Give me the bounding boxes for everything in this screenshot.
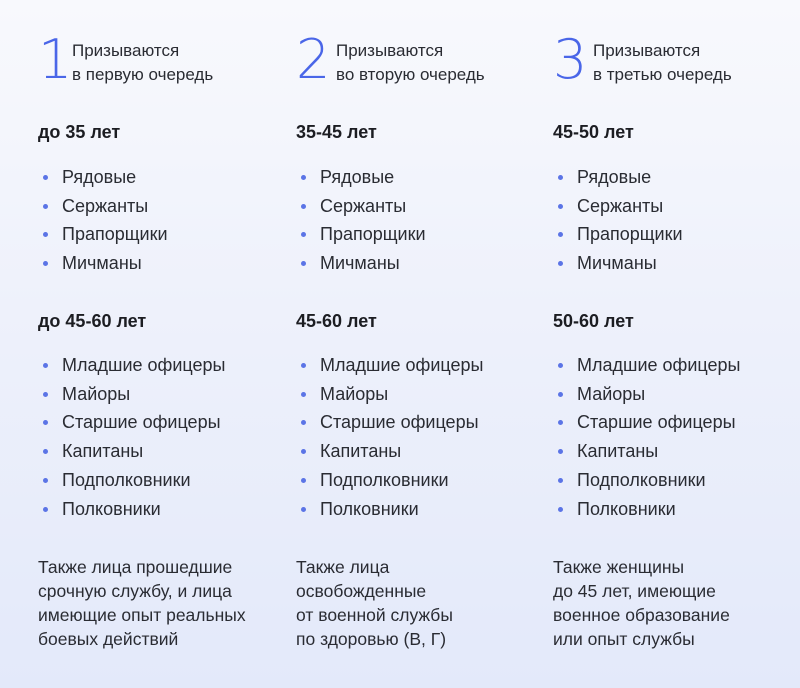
age-group-b-heading: до 45-60 лет [38,311,147,331]
ranks-list-a [38,163,168,278]
rank-item: Сержанты [553,192,683,221]
bullet-icon [301,420,306,425]
column-header [38,28,288,92]
age-group-b-heading: 45-60 лет [296,311,377,331]
age-group-a-heading: 35-45 лет [296,122,377,142]
column-first-priority [38,0,288,688]
rank-item: Рядовые [38,163,168,192]
age-group-a-heading: 45-50 лет [553,122,634,142]
bullet-icon [558,363,563,368]
rank-item: Полковники [296,495,483,524]
bullet-icon [43,449,48,454]
bullet-icon [43,478,48,483]
bullet-icon [43,392,48,397]
bullet-icon [43,507,48,512]
rank-item: Мичманы [553,249,683,278]
rank-item: Полковники [38,495,225,524]
bullet-icon [558,507,563,512]
rank-item: Прапорщики [296,220,426,249]
column-note: Также лица освобожденные от военной службы по здоровью (В, Г) [296,557,453,649]
bullet-icon [558,175,563,180]
rank-item: Младшие офицеры [553,351,740,380]
rank-item: Старшие офицеры [296,408,483,437]
rank-item: Рядовые [296,163,426,192]
bullet-icon [43,363,48,368]
ranks-list-a [296,163,426,278]
rank-item: Мичманы [38,249,168,278]
column-note: Также женщины до 45 лет, имеющие военное образование или опыт службы [553,557,730,649]
ranks-list-b [296,351,483,523]
column-second-priority [296,0,546,688]
rank-item: Майоры [553,380,740,409]
priority-title: Призываются во вторую очередь [336,41,485,84]
column-third-priority [553,0,800,688]
bullet-icon [43,420,48,425]
rank-item: Старшие офицеры [38,408,225,437]
bullet-icon [558,449,563,454]
rank-item: Младшие офицеры [296,351,483,380]
bullet-icon [558,392,563,397]
bullet-icon [43,232,48,237]
bullet-icon [558,420,563,425]
bullet-icon [558,261,563,266]
bullet-icon [301,363,306,368]
bullet-icon [301,478,306,483]
column-header [296,28,546,92]
rank-item: Полковники [553,495,740,524]
rank-item: Мичманы [296,249,426,278]
rank-item: Сержанты [296,192,426,221]
rank-item: Прапорщики [553,220,683,249]
column-note: Также лица прошедшие срочную службу, и лица имеющие опыт реальных боевых действий [38,557,246,649]
rank-item: Подполковники [553,466,740,495]
rank-item: Младшие офицеры [38,351,225,380]
priority-number: 3 [553,28,588,91]
bullet-icon [558,232,563,237]
rank-item: Капитаны [296,437,483,466]
priority-title: Призываются в третью очередь [593,41,732,84]
bullet-icon [301,232,306,237]
ranks-list-a [553,163,683,278]
priority-number: 2 [296,28,331,91]
bullet-icon [558,204,563,209]
bullet-icon [43,261,48,266]
bullet-icon [301,449,306,454]
age-group-b-heading: 50-60 лет [553,311,634,331]
rank-item: Старшие офицеры [553,408,740,437]
rank-item: Подполковники [38,466,225,495]
rank-item: Рядовые [553,163,683,192]
rank-item: Подполковники [296,466,483,495]
priority-number: 1 [38,28,73,91]
ranks-list-b [553,351,740,523]
bullet-icon [301,175,306,180]
rank-item: Майоры [38,380,225,409]
bullet-icon [43,204,48,209]
rank-item: Сержанты [38,192,168,221]
age-group-a-heading: до 35 лет [38,122,121,142]
bullet-icon [301,507,306,512]
rank-item: Капитаны [553,437,740,466]
rank-item: Прапорщики [38,220,168,249]
rank-item: Майоры [296,380,483,409]
rank-item: Капитаны [38,437,225,466]
bullet-icon [43,175,48,180]
bullet-icon [558,478,563,483]
ranks-list-b [38,351,225,523]
priority-title: Призываются в первую очередь [72,41,214,84]
bullet-icon [301,204,306,209]
column-header [553,28,800,92]
bullet-icon [301,261,306,266]
bullet-icon [301,392,306,397]
